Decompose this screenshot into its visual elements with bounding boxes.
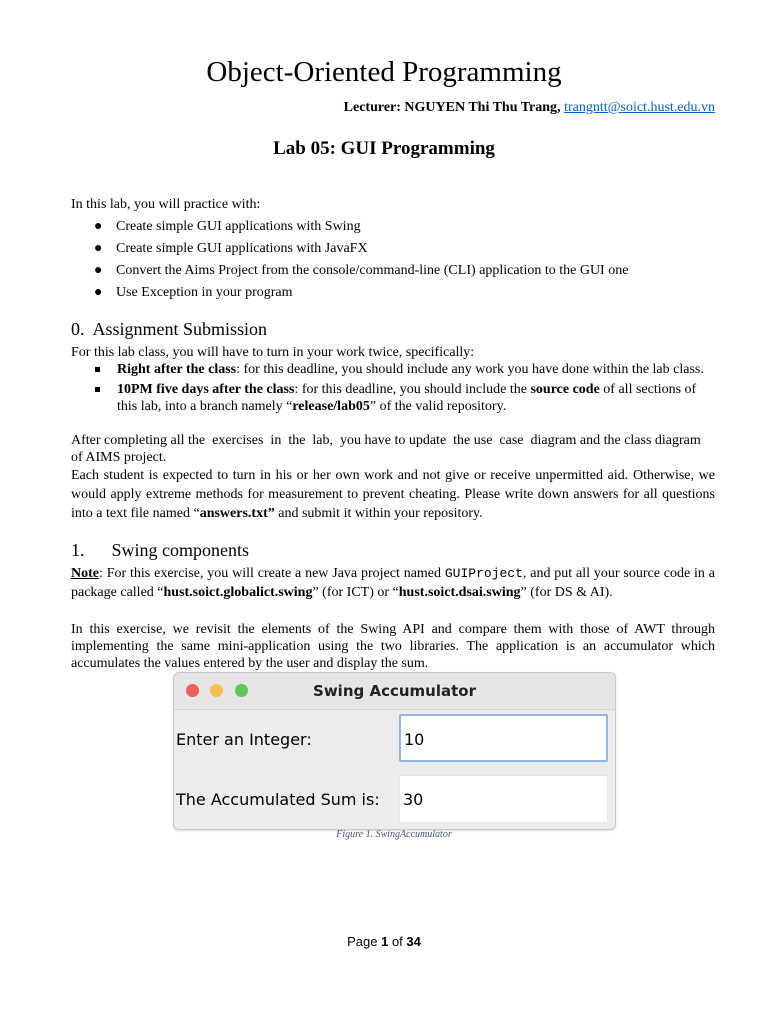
current-page-number: 1 xyxy=(381,934,389,949)
list-item-text: Use Exception in your program xyxy=(116,285,293,300)
lab-title: Lab 05: GUI Programming xyxy=(273,138,495,159)
deadline-1-label: Right after the class xyxy=(117,362,237,377)
project-name: GUIProject xyxy=(444,566,523,581)
lecturer-email-link[interactable]: trangntt@soict.hust.edu.vn xyxy=(564,100,715,115)
submission-list xyxy=(71,361,715,418)
note-label: Note xyxy=(71,566,99,581)
note-text-c: ” (for ICT) or “ xyxy=(312,585,399,600)
note-paragraph xyxy=(71,564,715,602)
branch-name: release/lab05 xyxy=(292,399,370,414)
figure-caption: Figure 1. SwingAccumulator xyxy=(336,829,452,840)
list-item-text: Create simple GUI applications with Swing xyxy=(116,219,361,234)
exercise-description: In this exercise, we revisit the elements of the Swing API and compare them with those of AWT through implementing the same mini-application using the two libraries. The application is an accumulator which accumulates the values entered by the user and display the sum. xyxy=(71,622,715,671)
total-page-count: 34 xyxy=(406,934,421,949)
deadline-2-text-c: ” of the valid repository. xyxy=(369,399,507,414)
source-code-label: source code xyxy=(530,382,600,397)
accumulated-sum-field: 30 xyxy=(399,775,608,823)
accumulated-sum-label: The Accumulated Sum is: xyxy=(176,790,380,809)
swing-accumulator-window xyxy=(173,672,616,830)
bullet-icon: ● xyxy=(94,241,103,256)
deadline-1-text: : for this deadline, you should include any work you have done within the lab class. xyxy=(236,362,704,377)
square-bullet-icon xyxy=(95,367,100,372)
enter-integer-label: Enter an Integer: xyxy=(176,730,312,749)
bullet-icon: ● xyxy=(94,285,103,300)
deadline-2-text-b: of all sections of this lab, into a branch namely “ xyxy=(117,382,697,414)
footer-prefix: Page xyxy=(347,934,382,949)
answers-file-name: answers.txt” xyxy=(199,506,275,521)
note-text: : For this exercise, you will create a new Java project named xyxy=(99,566,445,581)
deadline-2-label: 10PM five days after the class xyxy=(117,382,295,397)
practice-list xyxy=(71,216,628,304)
deadline-2-text: : for this deadline, you should include the xyxy=(294,382,531,397)
list-item-text: Convert the Aims Project from the console/command-line (CLI) application to the GUI one xyxy=(116,263,629,278)
package-dsai: hust.soict.dsai.swing xyxy=(398,585,521,600)
list-item xyxy=(71,216,628,238)
section-0-lead: For this lab class, you will have to turn in your work twice, specifically: xyxy=(71,345,475,360)
note-text-d: ” (for DS & AI). xyxy=(520,585,613,600)
integer-input[interactable]: 10 xyxy=(399,714,608,762)
list-item xyxy=(71,260,628,282)
bullet-icon: ● xyxy=(94,263,103,278)
document-title: Object-Oriented Programming xyxy=(206,56,562,88)
academic-integrity-text xyxy=(71,466,715,523)
window-title: Swing Accumulator xyxy=(313,682,476,700)
integrity-text-end: and submit it within your repository. xyxy=(274,506,483,521)
after-completing-text: After completing all the exercises in the lab, you have to update the use case diagram and the class diagram of AIMS project. xyxy=(71,433,705,465)
package-ict: hust.soict.globalict.swing xyxy=(163,585,313,600)
footer-middle: of xyxy=(388,934,407,949)
section-0-heading: 0. Assignment Submission xyxy=(71,319,268,339)
integrity-text: Each student is expected to turn in his or her own work and not give or receive unpermitted aid. Otherwise, we would apply extreme methods for measurement to prevent cheating. Please write down answers for all questions into a text file named “ xyxy=(71,468,715,521)
intro-text: In this lab, you will practice with: xyxy=(71,197,261,212)
note-text-b: , and put all your source code in a package called “ xyxy=(71,566,715,600)
bullet-icon: ● xyxy=(94,219,103,234)
list-item-text: Create simple GUI applications with JavaFX xyxy=(116,241,368,256)
list-item xyxy=(71,361,715,378)
section-1-heading: 1. Swing components xyxy=(71,540,249,560)
list-item xyxy=(71,238,628,260)
lecturer-line xyxy=(344,100,715,116)
lecturer-label: Lecturer: NGUYEN Thi Thu Trang, xyxy=(343,100,565,115)
list-item xyxy=(71,282,628,304)
list-item xyxy=(71,381,715,415)
page-footer xyxy=(0,934,768,949)
window-title-bar[interactable] xyxy=(174,673,615,710)
square-bullet-icon xyxy=(95,387,100,392)
